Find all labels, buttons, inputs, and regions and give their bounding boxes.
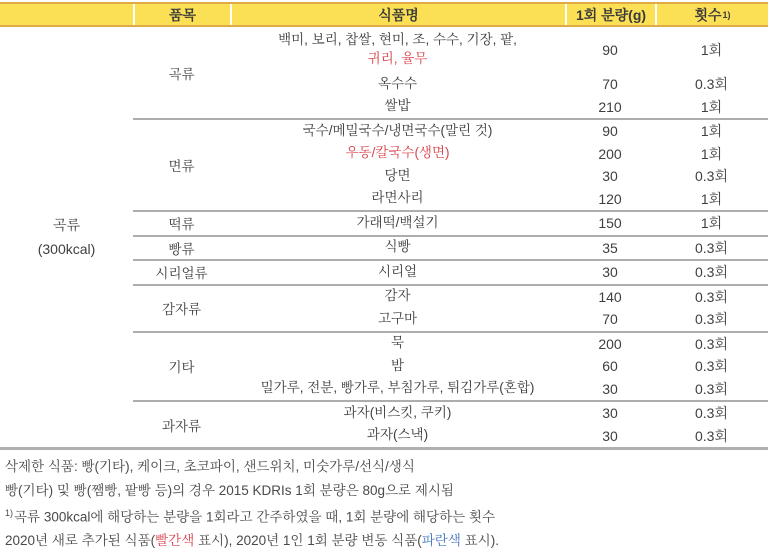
serving-count: 0.3회 bbox=[695, 76, 728, 93]
serving-amount: 70 bbox=[602, 311, 618, 328]
table-body-groups bbox=[133, 27, 768, 447]
table-group bbox=[133, 400, 768, 447]
footnote-segment: 삭제한 식품: 빵(기타), 케이크, 초코파이, 샌드위치, 미숫가루/선식/생식 bbox=[5, 459, 415, 474]
table-group bbox=[133, 284, 768, 331]
table-row bbox=[230, 120, 768, 143]
food-name: 과자(스낵) bbox=[366, 427, 429, 443]
food-name: 감자 bbox=[384, 288, 411, 304]
serving-count: 0.3회 bbox=[695, 311, 728, 328]
table-group bbox=[133, 331, 768, 401]
group-rows bbox=[230, 120, 768, 210]
food-name: 밤 bbox=[390, 357, 405, 373]
serving-count: 1회 bbox=[700, 98, 723, 115]
table-row bbox=[230, 425, 768, 448]
food-name: 식빵 bbox=[384, 239, 411, 255]
food-name: 당면 bbox=[384, 167, 411, 183]
food-name: 국수/메밀국수/냉면국수(말린 것) bbox=[302, 122, 493, 138]
serving-count: 1회 bbox=[700, 42, 723, 58]
footnote-line bbox=[5, 455, 768, 479]
table-row bbox=[230, 27, 768, 73]
table-row bbox=[230, 402, 768, 425]
group-rows bbox=[230, 27, 768, 118]
group-rows bbox=[230, 237, 768, 260]
serving-amount: 60 bbox=[602, 358, 618, 375]
header-cell-empty bbox=[0, 4, 133, 25]
group-rows bbox=[230, 261, 768, 284]
group-rows bbox=[230, 333, 768, 401]
header-cell-item: 품목 bbox=[133, 4, 230, 25]
food-name: 고구마 bbox=[377, 310, 418, 326]
serving-amount: 200 bbox=[598, 335, 622, 352]
serving-amount: 140 bbox=[598, 288, 622, 305]
serving-count: 0.3회 bbox=[695, 427, 728, 444]
header-cell-count bbox=[655, 4, 768, 25]
serving-amount: 200 bbox=[598, 145, 622, 162]
food-name: 밀가루, 전분, 빵가루, 부침가루, 튀김가루(혼합) bbox=[260, 380, 535, 396]
table-group bbox=[133, 27, 768, 118]
serving-count: 1회 bbox=[700, 215, 723, 232]
table-row bbox=[230, 286, 768, 309]
serving-amount: 70 bbox=[602, 76, 618, 93]
item-category-label: 떡류 bbox=[168, 217, 195, 233]
serving-amount: 30 bbox=[602, 427, 618, 444]
table-row bbox=[230, 165, 768, 188]
serving-amount: 30 bbox=[602, 264, 618, 281]
footnote-segment: 곡류 300kcal에 해당하는 분량을 1회라고 간주하였을 때, 1회 분량에 해당하는 횟수 bbox=[14, 509, 496, 525]
header-cell-amount: 1회 분량(g) bbox=[565, 4, 655, 25]
table-group bbox=[133, 210, 768, 235]
serving-amount: 150 bbox=[598, 215, 622, 232]
food-name: 과자(비스킷, 쿠키) bbox=[343, 404, 452, 420]
serving-amount: 35 bbox=[602, 239, 618, 256]
footnotes bbox=[0, 450, 768, 549]
footnote-segment: 표시). bbox=[460, 533, 499, 548]
table-row bbox=[230, 378, 768, 401]
item-category-label: 시리얼류 bbox=[155, 266, 208, 282]
serving-amount: 90 bbox=[602, 123, 618, 140]
serving-count: 0.3회 bbox=[695, 380, 728, 397]
group-rows bbox=[230, 286, 768, 331]
serving-count: 0.3회 bbox=[695, 239, 728, 256]
serving-count: 0.3회 bbox=[695, 264, 728, 281]
table-body bbox=[0, 27, 768, 450]
table-row bbox=[230, 355, 768, 378]
item-category-label: 빵류 bbox=[168, 241, 195, 257]
serving-count: 1회 bbox=[700, 190, 723, 207]
item-category-label: 기타 bbox=[168, 360, 195, 376]
food-name: 우동/칼국수(생면) bbox=[345, 145, 450, 161]
header-count-superscript: 1) bbox=[722, 9, 731, 20]
group-rows bbox=[230, 402, 768, 447]
food-name: 백미, 보리, 찹쌀, 현미, 조, 수수, 기장, 팥, 귀리, 율무 bbox=[278, 32, 517, 66]
header-count-label: 횟수 bbox=[694, 6, 722, 23]
food-name: 쌀밥 bbox=[384, 98, 411, 114]
footnote-line bbox=[5, 529, 768, 549]
footnote-line bbox=[5, 479, 768, 503]
table-row bbox=[230, 261, 768, 284]
category-name: 곡류 bbox=[52, 217, 81, 233]
footnote-line bbox=[5, 502, 768, 529]
table-row bbox=[230, 212, 768, 235]
item-category-label: 면류 bbox=[168, 159, 195, 174]
footnote-segment: 2020년 새로 추가된 식품( bbox=[5, 533, 156, 548]
category-cell bbox=[0, 27, 133, 447]
food-name: 옥수수 bbox=[377, 75, 418, 91]
serving-amount: 30 bbox=[602, 380, 618, 397]
serving-count: 0.3회 bbox=[695, 168, 728, 185]
serving-count: 0.3회 bbox=[695, 335, 728, 352]
food-name: 시리얼 bbox=[377, 263, 418, 279]
food-name: 묵 bbox=[390, 335, 405, 351]
header-cell-food-name: 식품명 bbox=[230, 4, 565, 25]
table-row bbox=[230, 96, 768, 119]
serving-amount: 210 bbox=[598, 98, 622, 115]
item-category-label: 과자류 bbox=[161, 418, 202, 434]
footnote-segment: 1) bbox=[5, 508, 14, 518]
food-name: 라면사리 bbox=[371, 190, 424, 206]
serving-count: 0.3회 bbox=[695, 405, 728, 422]
table-group bbox=[133, 259, 768, 284]
item-category-label: 곡류 bbox=[168, 66, 195, 82]
serving-amount: 30 bbox=[602, 405, 618, 422]
serving-count: 1회 bbox=[700, 123, 723, 140]
footnote-segment: 파란색 bbox=[421, 533, 461, 548]
serving-amount: 90 bbox=[602, 42, 618, 58]
serving-count: 1회 bbox=[700, 145, 723, 162]
table-row bbox=[230, 73, 768, 96]
food-name: 가래떡/백설기 bbox=[356, 214, 439, 230]
table-row bbox=[230, 333, 768, 356]
footnote-segment: 빵(기타) 및 빵(쨈빵, 팥빵 등)의 경우 2015 KDRIs 1회 분량은 80g으로 제시됨 bbox=[5, 482, 454, 498]
footnote-segment: 표시), 2020년 1인 1회 분량 변동 식품( bbox=[194, 533, 422, 548]
table-row bbox=[230, 188, 768, 211]
category-kcal: (300kcal) bbox=[37, 241, 96, 257]
serving-amount: 120 bbox=[598, 190, 622, 207]
table-row bbox=[230, 237, 768, 260]
footnote-segment: 빨간색 bbox=[155, 533, 195, 548]
group-rows bbox=[230, 212, 768, 235]
table-header bbox=[0, 2, 768, 27]
table-row bbox=[230, 143, 768, 166]
table-row bbox=[230, 308, 768, 331]
serving-count: 0.3회 bbox=[695, 288, 728, 305]
serving-count: 0.3회 bbox=[695, 358, 728, 375]
serving-amount: 30 bbox=[602, 168, 618, 185]
table-group bbox=[133, 118, 768, 210]
item-category-label: 감자류 bbox=[161, 302, 202, 317]
table-group bbox=[133, 235, 768, 260]
